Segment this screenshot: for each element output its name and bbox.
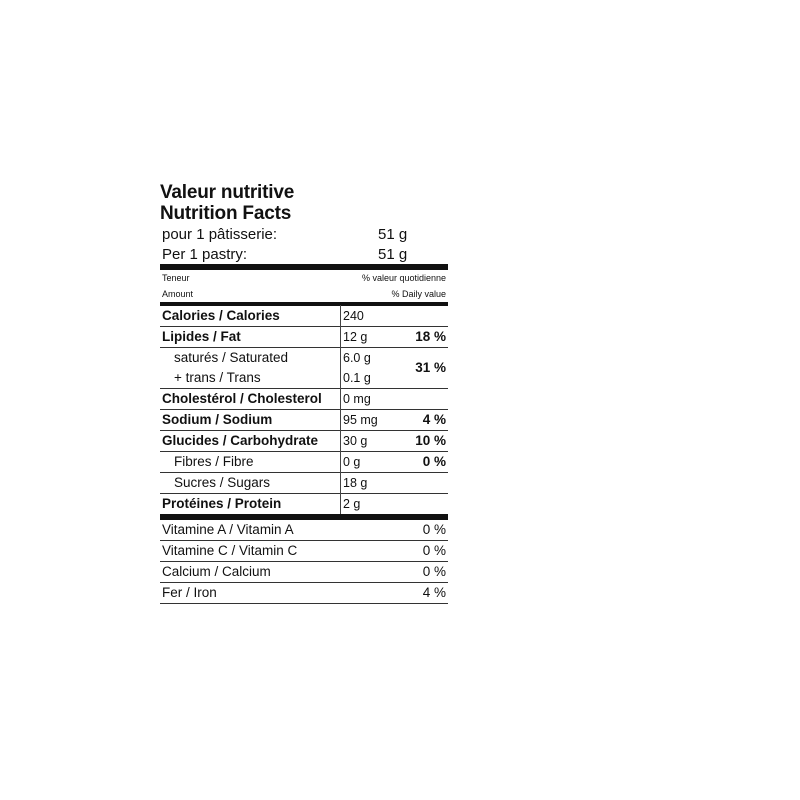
nutrient-amount: 12 g [343, 330, 368, 344]
daily-value-header: % Daily value [391, 289, 446, 299]
sugars-row [160, 473, 448, 494]
nutrient-name: Calories / Calories [162, 308, 280, 323]
vitamin-row [160, 520, 448, 541]
vitamin-daily-value: 0 % [422, 543, 446, 558]
title-english: Nutrition Facts [160, 203, 292, 224]
nutrient-name: saturés / Saturated [174, 350, 289, 365]
nutrient-amount: 0.1 g [343, 371, 371, 385]
amount-header: Amount [162, 289, 194, 299]
calories-row [160, 306, 448, 327]
nutrient-name: Lipides / Fat [162, 329, 241, 344]
vitamin-daily-value: 0 % [422, 522, 446, 537]
nutrient-name: + trans / Trans [174, 370, 261, 385]
vitamin-daily-value: 0 % [422, 564, 446, 579]
serving-amount: 51 g [378, 246, 408, 263]
serving-label: pour 1 pâtisserie: [162, 226, 278, 243]
saturated-row [160, 348, 448, 368]
daily-value-header: % valeur quotidienne [361, 273, 446, 283]
vitamin-row [160, 541, 448, 562]
nutrient-name: Sodium / Sodium [162, 412, 273, 427]
nutrient-name: Sucres / Sugars [174, 475, 271, 490]
cholesterol-row [160, 389, 448, 410]
nutrient-amount: 6.0 g [343, 351, 371, 365]
nutrient-daily-value: 0 % [422, 454, 446, 469]
fat-row [160, 327, 448, 348]
nutrient-name: Fibres / Fibre [174, 454, 254, 469]
carbohydrate-row [160, 431, 448, 452]
title-french: Valeur nutritive [160, 182, 295, 203]
vitamin-name: Vitamine A / Vitamin A [162, 522, 294, 537]
nutrient-amount: 240 [343, 309, 364, 323]
nutrient-name: Cholestérol / Cholesterol [162, 391, 322, 406]
nutrient-daily-value: 10 % [415, 433, 446, 448]
vitamin-row [160, 562, 448, 583]
nutrient-amount: 18 g [343, 476, 368, 490]
serving-size-french [160, 224, 448, 244]
vitamin-name: Calcium / Calcium [162, 564, 271, 579]
column-header-french [160, 270, 448, 286]
amount-header: Teneur [162, 273, 190, 283]
nutrient-daily-value: 4 % [422, 412, 446, 427]
saturated-trans-group [160, 348, 448, 389]
vitamin-name: Fer / Iron [162, 585, 217, 600]
nutrient-amount: 30 g [343, 434, 368, 448]
serving-amount: 51 g [378, 226, 408, 243]
nutrition-facts-label [160, 182, 448, 604]
column-header-english [160, 286, 448, 302]
nutrient-amount: 0 g [343, 455, 361, 469]
nutrient-amount: 2 g [343, 497, 361, 511]
nutrient-amount: 95 mg [343, 413, 378, 427]
nutrient-name: Protéines / Protein [162, 496, 282, 511]
serving-label: Per 1 pastry: [162, 246, 248, 263]
protein-row [160, 494, 448, 514]
vitamin-row [160, 583, 448, 604]
nutrient-amount: 0 mg [343, 392, 371, 406]
vitamin-daily-value: 4 % [422, 585, 446, 600]
sodium-row [160, 410, 448, 431]
trans-row [160, 368, 448, 389]
nutrient-daily-value: 18 % [415, 329, 446, 344]
saturated-trans-daily-value: 31 % [415, 360, 446, 375]
serving-size-english [160, 244, 448, 264]
fibre-row [160, 452, 448, 473]
nutrient-name: Glucides / Carbohydrate [162, 433, 319, 448]
vitamin-name: Vitamine C / Vitamin C [162, 543, 298, 558]
